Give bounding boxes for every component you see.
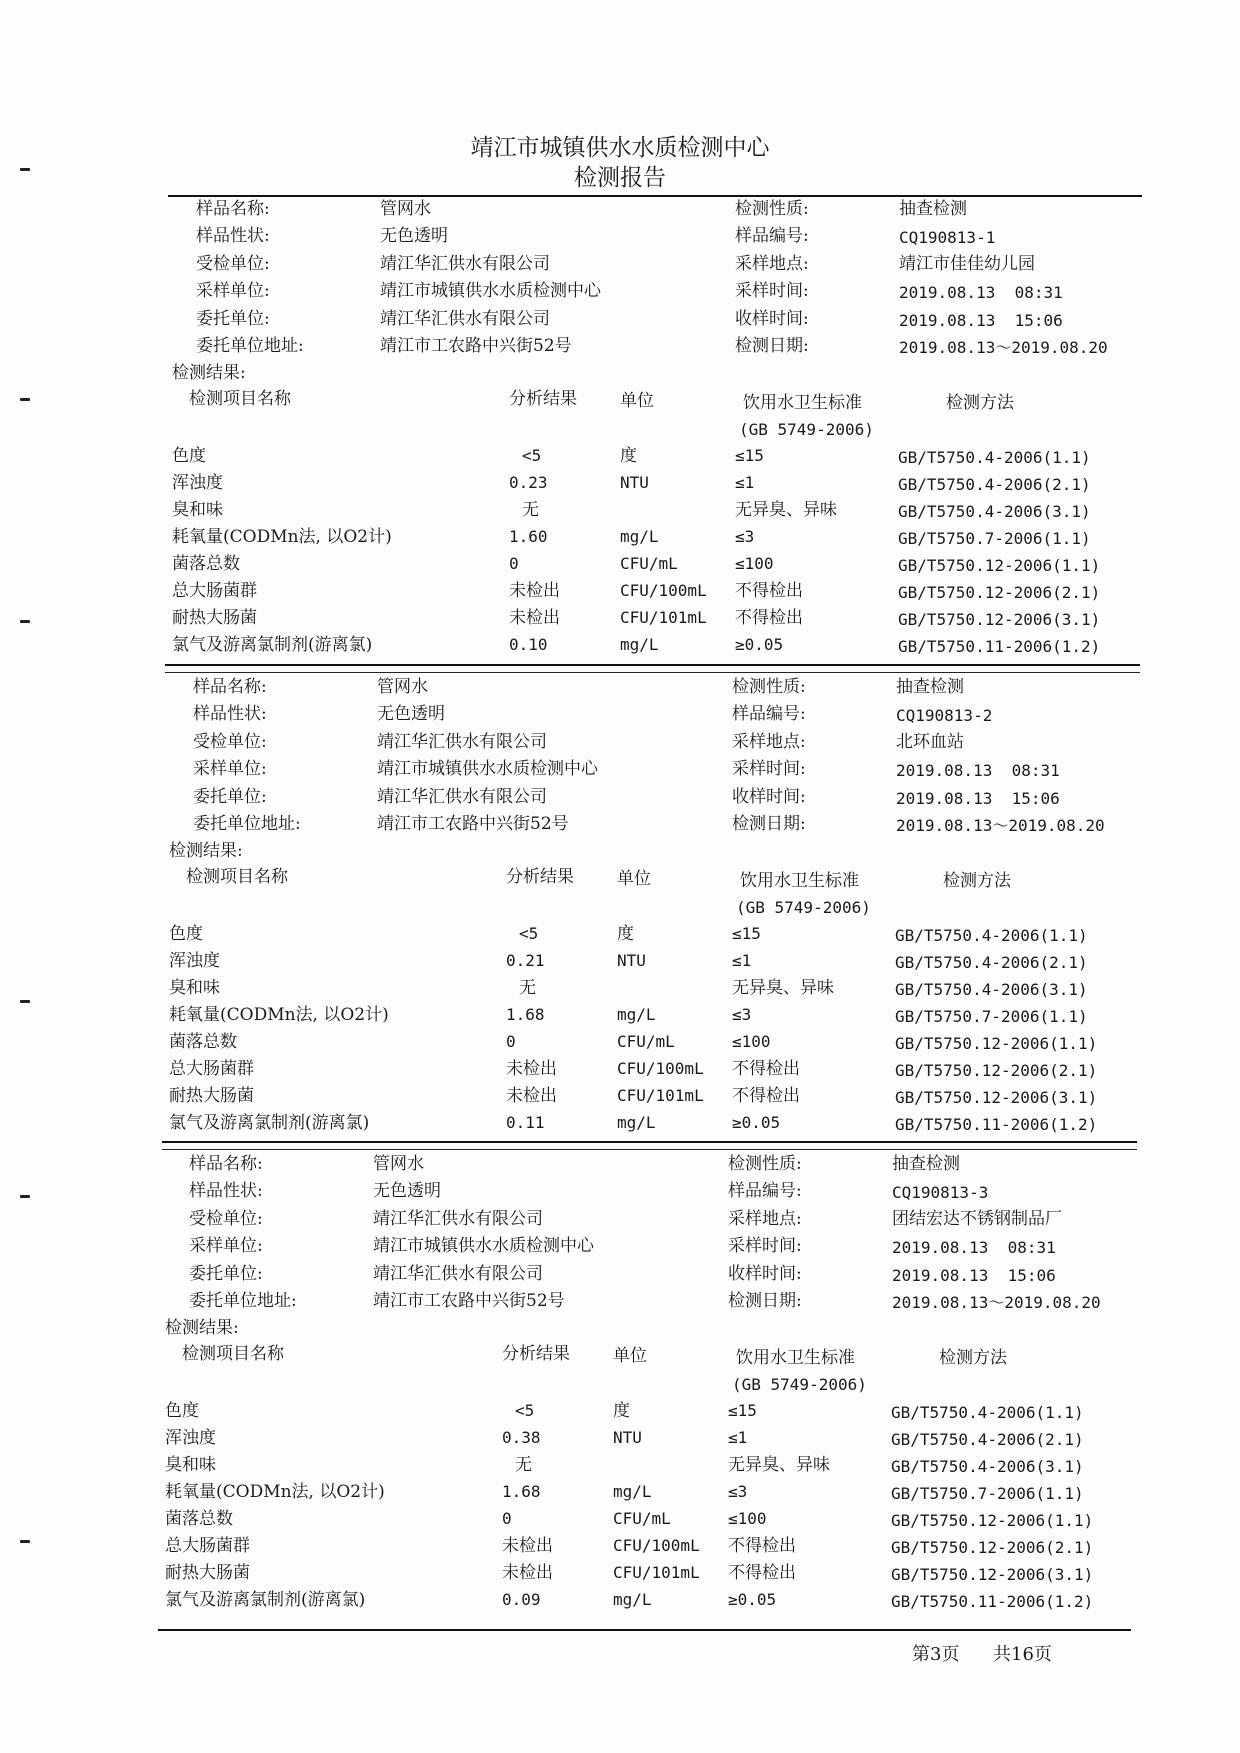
cell-method: GB/T5750.4-2006(1.1) — [898, 448, 1091, 467]
cell-result: 无 — [519, 978, 536, 998]
cell-method: GB/T5750.4-2006(3.1) — [898, 502, 1091, 521]
cell-unit: CFU/mL — [620, 554, 678, 573]
table-row — [172, 580, 1172, 604]
cell-result: 未检出 — [506, 1059, 557, 1079]
value-sample-name: 管网水 — [380, 199, 431, 219]
cell-unit: CFU/mL — [613, 1509, 671, 1528]
cell-method: GB/T5750.4-2006(2.1) — [895, 953, 1088, 972]
value-sample-no: CQ190813-2 — [896, 706, 993, 725]
cell-result: 0 — [509, 554, 519, 573]
table-row — [169, 1085, 1169, 1109]
table-row — [169, 1031, 1169, 1055]
cell-standard: 不得检出 — [732, 1059, 800, 1079]
col-header-standard: 饮用水卫生标准 — [736, 1348, 855, 1368]
value-sampling-site: 北环血站 — [896, 732, 964, 752]
value-sample-name: 管网水 — [377, 677, 428, 697]
cell-standard: ≤1 — [732, 951, 752, 970]
label-test-nature: 检测性质: — [728, 1154, 802, 1174]
col-header-method: 检测方法 — [946, 393, 1014, 413]
margin-mark — [20, 1540, 30, 1543]
table-row — [169, 1112, 1169, 1136]
cell-unit: mg/L — [620, 527, 659, 546]
sample-block-2 — [169, 676, 1169, 1146]
cell-standard: 不得检出 — [728, 1536, 796, 1556]
cell-item: 色度 — [172, 446, 206, 466]
cell-item: 耗氧量(CODMn法, 以O2计) — [169, 1005, 389, 1025]
cell-standard: ≤100 — [735, 554, 774, 573]
cell-item: 臭和味 — [172, 500, 223, 520]
cell-result: 无 — [515, 1455, 532, 1475]
cell-standard: ≤3 — [732, 1005, 752, 1024]
col-header-item: 检测项目名称 — [186, 867, 288, 887]
value-client-address: 靖江市工农路中兴街52号 — [377, 814, 569, 834]
cell-standard: ≤3 — [735, 527, 755, 546]
table-row — [165, 1589, 1165, 1613]
label-sample-appearance: 样品性状: — [193, 704, 267, 724]
value-client-address: 靖江市工农路中兴街52号 — [380, 336, 572, 356]
label-receive-time: 收样时间: — [732, 787, 806, 807]
cell-result: 0.23 — [509, 473, 548, 492]
col-header-standard-ref: (GB 5749-2006) — [732, 1375, 867, 1394]
value-sampling-time: 2019.08.13 08:31 — [892, 1238, 1056, 1257]
value-sampling-time: 2019.08.13 08:31 — [899, 283, 1063, 302]
value-test-date: 2019.08.13～2019.08.20 — [892, 1293, 1101, 1312]
cell-result: 未检出 — [502, 1563, 553, 1583]
cell-method: GB/T5750.12-2006(2.1) — [895, 1061, 1098, 1080]
value-test-date: 2019.08.13～2019.08.20 — [896, 816, 1105, 835]
label-sampling-unit: 采样单位: — [196, 281, 270, 301]
label-sampling-site: 采样地点: — [732, 732, 806, 752]
label-inspected-unit: 受检单位: — [193, 732, 267, 752]
cell-unit: 度 — [613, 1401, 630, 1421]
value-sample-appearance: 无色透明 — [373, 1181, 441, 1201]
cell-unit: CFU/100mL — [613, 1536, 700, 1555]
cell-standard: ≤1 — [728, 1428, 748, 1447]
label-inspected-unit: 受检单位: — [196, 254, 270, 274]
cell-item: 菌落总数 — [165, 1509, 233, 1529]
page-number: 第3页 — [912, 1644, 960, 1665]
section-rule — [162, 1149, 1137, 1150]
cell-item: 耗氧量(CODMn法, 以O2计) — [172, 527, 392, 547]
col-header-unit: 单位 — [617, 869, 651, 889]
label-sampling-site: 采样地点: — [728, 1209, 802, 1229]
margin-mark — [20, 620, 30, 623]
table-row — [165, 1562, 1165, 1586]
label-sampling-time: 采样时间: — [728, 1236, 802, 1256]
results-label: 检测结果: — [172, 363, 246, 383]
value-sample-appearance: 无色透明 — [380, 226, 448, 246]
cell-result: <5 — [522, 446, 542, 465]
cell-method: GB/T5750.7-2006(1.1) — [898, 529, 1091, 548]
sample-block-1 — [172, 198, 1172, 668]
cell-method: GB/T5750.12-2006(3.1) — [891, 1565, 1094, 1584]
cell-result: 0.21 — [506, 951, 545, 970]
cell-item: 总大肠菌群 — [172, 581, 257, 601]
cell-item: 耐热大肠菌 — [172, 608, 257, 628]
cell-standard: 不得检出 — [735, 581, 803, 601]
label-client-unit: 委托单位: — [193, 787, 267, 807]
cell-result: <5 — [515, 1401, 535, 1420]
col-header-result: 分析结果 — [502, 1344, 570, 1364]
label-test-date: 检测日期: — [732, 814, 806, 834]
label-client-address: 委托单位地址: — [189, 1291, 297, 1311]
cell-unit: CFU/mL — [617, 1032, 675, 1051]
cell-standard: ≥0.05 — [732, 1113, 781, 1132]
label-sample-appearance: 样品性状: — [189, 1181, 263, 1201]
label-sample-no: 样品编号: — [732, 704, 806, 724]
cell-standard: ≤15 — [735, 446, 764, 465]
cell-unit: CFU/100mL — [617, 1059, 704, 1078]
margin-mark — [20, 1000, 30, 1003]
cell-result: 0.09 — [502, 1590, 541, 1609]
cell-result: <5 — [519, 924, 539, 943]
value-sample-no: CQ190813-1 — [899, 228, 996, 247]
value-sample-name: 管网水 — [373, 1154, 424, 1174]
top-rule — [168, 195, 1142, 197]
cell-item: 总大肠菌群 — [169, 1059, 254, 1079]
value-sampling-time: 2019.08.13 08:31 — [896, 761, 1060, 780]
label-sampling-time: 采样时间: — [735, 281, 809, 301]
cell-method: GB/T5750.12-2006(1.1) — [895, 1034, 1098, 1053]
col-header-unit: 单位 — [613, 1346, 647, 1366]
value-receive-time: 2019.08.13 15:06 — [892, 1266, 1056, 1285]
cell-unit: NTU — [620, 473, 649, 492]
value-client-unit: 靖江华汇供水有限公司 — [377, 787, 547, 807]
cell-method: GB/T5750.4-2006(1.1) — [891, 1403, 1084, 1422]
table-row — [172, 634, 1172, 658]
table-row — [165, 1535, 1165, 1559]
cell-method: GB/T5750.7-2006(1.1) — [895, 1007, 1088, 1026]
cell-unit: CFU/101mL — [617, 1086, 704, 1105]
label-receive-time: 收样时间: — [735, 309, 809, 329]
value-sample-no: CQ190813-3 — [892, 1183, 989, 1202]
value-client-unit: 靖江华汇供水有限公司 — [380, 309, 550, 329]
col-header-item: 检测项目名称 — [189, 389, 291, 409]
cell-result: 1.68 — [502, 1482, 541, 1501]
table-row — [172, 445, 1172, 469]
cell-item: 浑浊度 — [169, 951, 220, 971]
cell-unit: mg/L — [617, 1005, 656, 1024]
cell-method: GB/T5750.12-2006(2.1) — [891, 1538, 1094, 1557]
value-sampling-unit: 靖江市城镇供水水质检测中心 — [380, 281, 601, 301]
cell-result: 0.10 — [509, 635, 548, 654]
cell-standard: 无异臭、异味 — [732, 978, 834, 998]
cell-method: GB/T5750.11-2006(1.2) — [891, 1592, 1094, 1611]
cell-result: 0 — [506, 1032, 516, 1051]
cell-item: 菌落总数 — [172, 554, 240, 574]
cell-result: 未检出 — [509, 581, 560, 601]
doc-title: 检测报告 — [574, 165, 666, 191]
cell-standard: ≤100 — [728, 1509, 767, 1528]
cell-unit: CFU/100mL — [620, 581, 707, 600]
table-row — [169, 923, 1169, 947]
cell-item: 氯气及游离氯制剂(游离氯) — [169, 1113, 370, 1133]
cell-method: GB/T5750.12-2006(3.1) — [895, 1088, 1098, 1107]
value-sampling-unit: 靖江市城镇供水水质检测中心 — [377, 759, 598, 779]
results-label: 检测结果: — [169, 841, 243, 861]
label-sampling-unit: 采样单位: — [193, 759, 267, 779]
cell-standard: 无异臭、异味 — [735, 500, 837, 520]
col-header-standard: 饮用水卫生标准 — [740, 871, 859, 891]
value-receive-time: 2019.08.13 15:06 — [896, 789, 1060, 808]
table-row — [172, 553, 1172, 577]
value-sampling-unit: 靖江市城镇供水水质检测中心 — [373, 1236, 594, 1256]
value-client-address: 靖江市工农路中兴街52号 — [373, 1291, 565, 1311]
cell-item: 耐热大肠菌 — [165, 1563, 250, 1583]
label-sample-appearance: 样品性状: — [196, 226, 270, 246]
cell-method: GB/T5750.4-2006(3.1) — [895, 980, 1088, 999]
cell-standard: 不得检出 — [735, 608, 803, 628]
value-test-nature: 抽查检测 — [892, 1154, 960, 1174]
cell-result: 未检出 — [502, 1536, 553, 1556]
cell-result: 未检出 — [506, 1086, 557, 1106]
col-header-item: 检测项目名称 — [182, 1344, 284, 1364]
cell-unit: NTU — [617, 951, 646, 970]
cell-unit: mg/L — [613, 1590, 652, 1609]
cell-standard: ≤15 — [732, 924, 761, 943]
margin-mark — [20, 1195, 30, 1198]
cell-result: 0.38 — [502, 1428, 541, 1447]
table-row — [165, 1427, 1165, 1451]
bottom-rule — [158, 1629, 1131, 1631]
table-row — [172, 472, 1172, 496]
cell-result: 1.60 — [509, 527, 548, 546]
label-client-address: 委托单位地址: — [196, 336, 304, 356]
value-client-unit: 靖江华汇供水有限公司 — [373, 1264, 543, 1284]
org-title: 靖江市城镇供水水质检测中心 — [470, 135, 770, 161]
label-client-unit: 委托单位: — [189, 1264, 263, 1284]
cell-item: 臭和味 — [165, 1455, 216, 1475]
value-sampling-site: 团结宏达不锈钢制品厂 — [892, 1209, 1062, 1229]
table-row — [165, 1481, 1165, 1505]
cell-standard: 无异臭、异味 — [728, 1455, 830, 1475]
cell-unit: mg/L — [613, 1482, 652, 1501]
table-row — [165, 1508, 1165, 1532]
col-header-method: 检测方法 — [939, 1348, 1007, 1368]
table-row — [172, 499, 1172, 523]
cell-method: GB/T5750.12-2006(1.1) — [891, 1511, 1094, 1530]
cell-standard: ≥0.05 — [735, 635, 784, 654]
cell-method: GB/T5750.12-2006(1.1) — [898, 556, 1101, 575]
table-row — [165, 1400, 1165, 1424]
cell-item: 氯气及游离氯制剂(游离氯) — [172, 635, 373, 655]
table-row — [169, 950, 1169, 974]
label-test-nature: 检测性质: — [735, 199, 809, 219]
table-row — [169, 977, 1169, 1001]
table-row — [169, 1058, 1169, 1082]
cell-item: 菌落总数 — [169, 1032, 237, 1052]
label-inspected-unit: 受检单位: — [189, 1209, 263, 1229]
cell-unit: 度 — [620, 446, 637, 466]
cell-result: 1.68 — [506, 1005, 545, 1024]
cell-standard: ≤15 — [728, 1401, 757, 1420]
col-header-standard-ref: (GB 5749-2006) — [739, 420, 874, 439]
cell-unit: NTU — [613, 1428, 642, 1447]
col-header-standard: 饮用水卫生标准 — [743, 393, 862, 413]
cell-method: GB/T5750.12-2006(3.1) — [898, 610, 1101, 629]
value-receive-time: 2019.08.13 15:06 — [899, 311, 1063, 330]
cell-standard: ≥0.05 — [728, 1590, 777, 1609]
label-client-address: 委托单位地址: — [193, 814, 301, 834]
label-test-date: 检测日期: — [728, 1291, 802, 1311]
cell-item: 浑浊度 — [172, 473, 223, 493]
cell-item: 总大肠菌群 — [165, 1536, 250, 1556]
col-header-method: 检测方法 — [943, 871, 1011, 891]
value-inspected-unit: 靖江华汇供水有限公司 — [380, 254, 550, 274]
section-rule — [165, 672, 1140, 673]
label-sample-no: 样品编号: — [728, 1181, 802, 1201]
cell-result: 未检出 — [509, 608, 560, 628]
cell-method: GB/T5750.4-2006(1.1) — [895, 926, 1088, 945]
cell-unit: CFU/101mL — [613, 1563, 700, 1582]
cell-method: GB/T5750.11-2006(1.2) — [898, 637, 1101, 656]
cell-item: 色度 — [169, 924, 203, 944]
label-sampling-site: 采样地点: — [735, 254, 809, 274]
label-sample-no: 样品编号: — [735, 226, 809, 246]
label-sample-name: 样品名称: — [193, 677, 267, 697]
cell-method: GB/T5750.12-2006(2.1) — [898, 583, 1101, 602]
results-label: 检测结果: — [165, 1318, 239, 1338]
col-header-standard-ref: (GB 5749-2006) — [736, 898, 871, 917]
cell-item: 臭和味 — [169, 978, 220, 998]
label-client-unit: 委托单位: — [196, 309, 270, 329]
value-sampling-site: 靖江市佳佳幼儿园 — [899, 254, 1035, 274]
cell-result: 0.11 — [506, 1113, 545, 1132]
cell-unit: mg/L — [620, 635, 659, 654]
cell-result: 0 — [502, 1509, 512, 1528]
label-test-date: 检测日期: — [735, 336, 809, 356]
value-sample-appearance: 无色透明 — [377, 704, 445, 724]
cell-standard: ≤1 — [735, 473, 755, 492]
cell-method: GB/T5750.4-2006(2.1) — [898, 475, 1091, 494]
label-sampling-time: 采样时间: — [732, 759, 806, 779]
cell-method: GB/T5750.7-2006(1.1) — [891, 1484, 1084, 1503]
value-test-date: 2019.08.13～2019.08.20 — [899, 338, 1108, 357]
value-test-nature: 抽查检测 — [896, 677, 964, 697]
cell-result: 无 — [522, 500, 539, 520]
cell-standard: ≤100 — [732, 1032, 771, 1051]
cell-standard: ≤3 — [728, 1482, 748, 1501]
value-inspected-unit: 靖江华汇供水有限公司 — [373, 1209, 543, 1229]
cell-item: 浑浊度 — [165, 1428, 216, 1448]
cell-unit: CFU/101mL — [620, 608, 707, 627]
cell-standard: 不得检出 — [728, 1563, 796, 1583]
cell-item: 耗氧量(CODMn法, 以O2计) — [165, 1482, 385, 1502]
label-receive-time: 收样时间: — [728, 1264, 802, 1284]
margin-mark — [20, 398, 30, 401]
table-row — [172, 607, 1172, 631]
cell-item: 耐热大肠菌 — [169, 1086, 254, 1106]
sample-block-3 — [165, 1153, 1165, 1623]
table-row — [165, 1454, 1165, 1478]
col-header-result: 分析结果 — [506, 867, 574, 887]
cell-method: GB/T5750.4-2006(3.1) — [891, 1457, 1084, 1476]
cell-item: 氯气及游离氯制剂(游离氯) — [165, 1590, 366, 1610]
page-total: 共16页 — [993, 1644, 1052, 1665]
cell-method: GB/T5750.4-2006(2.1) — [891, 1430, 1084, 1449]
cell-method: GB/T5750.11-2006(1.2) — [895, 1115, 1098, 1134]
value-inspected-unit: 靖江华汇供水有限公司 — [377, 732, 547, 752]
margin-mark — [20, 168, 30, 171]
table-row — [169, 1004, 1169, 1028]
cell-standard: 不得检出 — [732, 1086, 800, 1106]
col-header-unit: 单位 — [620, 391, 654, 411]
table-row — [172, 526, 1172, 550]
label-sample-name: 样品名称: — [196, 199, 270, 219]
col-header-result: 分析结果 — [509, 389, 577, 409]
label-sampling-unit: 采样单位: — [189, 1236, 263, 1256]
cell-unit: 度 — [617, 924, 634, 944]
label-test-nature: 检测性质: — [732, 677, 806, 697]
cell-item: 色度 — [165, 1401, 199, 1421]
cell-unit: mg/L — [617, 1113, 656, 1132]
value-test-nature: 抽查检测 — [899, 199, 967, 219]
label-sample-name: 样品名称: — [189, 1154, 263, 1174]
